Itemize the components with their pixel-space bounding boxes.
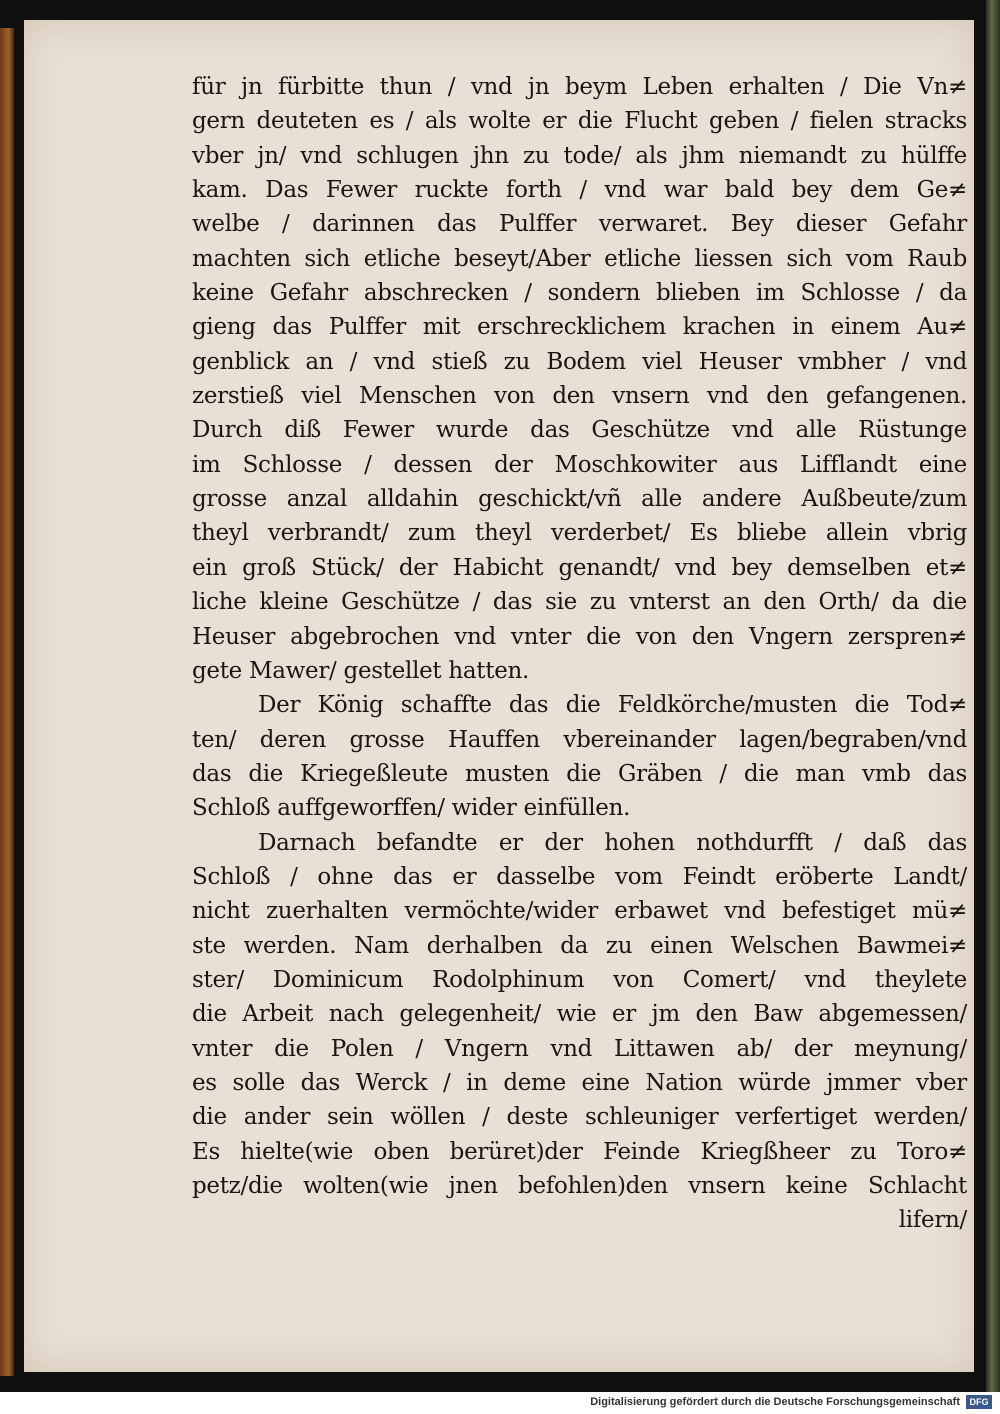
text-line: im Schlosse / dessen der Moschkowiter aus Lifflandt eine bbox=[192, 451, 967, 478]
dfg-logo-icon: DFG bbox=[966, 1395, 992, 1409]
catchword: lifern/ bbox=[898, 1207, 967, 1234]
text-line-paragraph-start: Der König schaffte das die Feldkörche/musten die Tod≠ bbox=[258, 692, 967, 719]
text-line: Heuser abgebrochen vnd vnter die von den Vngern zerspren≠ bbox=[192, 623, 967, 650]
text-line: ster/ Dominicum Rodolphinum von Comert/ vnd theylete bbox=[192, 966, 967, 993]
text-line: Schloß auffgeworffen/ wider einfüllen. bbox=[192, 795, 631, 822]
text-line: Durch diß Fewer wurde das Geschütze vnd alle Rüstunge bbox=[192, 417, 967, 444]
text-line: theyl verbrandt/ zum theyl verderbet/ Es bliebe allein vbrig bbox=[192, 520, 967, 547]
text-line: es solle das Werck / in deme eine Nation würde jmmer vber bbox=[192, 1069, 967, 1096]
text-line: ste werden. Nam derhalben da zu einen Welschen Bawmei≠ bbox=[192, 932, 967, 959]
text-line: grosse anzal alldahin geschickt/vñ alle andere Außbeute/zum bbox=[192, 486, 967, 513]
text-line-paragraph-start: Darnach befandte er der hohen nothdurfft / daß das bbox=[258, 829, 967, 856]
text-line: welbe / darinnen das Pulffer verwaret. Bey dieser Gefahr bbox=[192, 211, 967, 238]
page-text-block bbox=[192, 70, 967, 1238]
text-line: zerstieß viel Menschen von den vnsern vnd den gefangenen. bbox=[192, 383, 967, 410]
text-line: nicht zuerhalten vermöchte/wider erbawet vnd befestiget mü≠ bbox=[192, 898, 967, 925]
text-line: ein groß Stück/ der Habicht genandt/ vnd bey demselben et≠ bbox=[192, 554, 967, 581]
text-line: Schloß / ohne das er dasselbe vom Feindt eröberte Landt/ bbox=[192, 863, 967, 890]
text-line: machten sich etliche beseyt/Aber etliche liessen sich vom Raub bbox=[192, 245, 967, 272]
text-line: petz/die wolten(wie jnen befohlen)den vnsern keine Schlacht bbox=[192, 1173, 967, 1199]
text-line: vber jn/ vnd schlugen jhn zu tode/ als jhm niemandt zu hülffe bbox=[192, 142, 967, 169]
text-line: genblick an / vnd stieß zu Bodem viel Heuser vmbher / vnd bbox=[192, 348, 967, 375]
text-line: die Arbeit nach gelegenheit/ wie er jm den Baw abgemessen/ bbox=[192, 1001, 967, 1028]
text-line: gieng das Pulffer mit erschrecklichem krachen in einem Au≠ bbox=[192, 314, 967, 341]
text-line: vnter die Polen / Vngern vnd Littawen ab/ der meynung/ bbox=[192, 1035, 967, 1062]
book-edge-left bbox=[0, 28, 14, 1376]
book-page bbox=[24, 20, 974, 1372]
text-line: ten/ deren grosse Hauffen vbereinander lagen/begraben/vnd bbox=[192, 726, 967, 753]
funding-credit: Digitalisierung gefördert durch die Deutsche Forschungsgemeinschaft bbox=[590, 1396, 960, 1408]
text-line: die ander sein wöllen / deste schleuniger verfertiget werden/ bbox=[192, 1104, 967, 1131]
text-line: gete Mawer/ gestellet hatten. bbox=[192, 657, 530, 684]
text-line: liche kleine Geschütze / das sie zu vnterst an den Orth/ da die bbox=[192, 589, 967, 616]
text-line: gern deuteten es / als wolte er die Flucht geben / fielen stracks bbox=[192, 108, 967, 135]
text-line: keine Gefahr abschrecken / sondern blieben im Schlosse / da bbox=[192, 280, 967, 307]
text-line: das die Kriegeßleute musten die Gräben / die man vmb das bbox=[192, 760, 967, 787]
text-line: kam. Das Fewer ruckte forth / vnd war bald bey dem Ge≠ bbox=[192, 177, 967, 204]
text-line: Es hielte(wie oben berüret)der Feinde Kriegßheer zu Toro≠ bbox=[192, 1138, 967, 1165]
text-line: für jn fürbitte thun / vnd jn beym Leben erhalten / Die Vn≠ bbox=[192, 74, 967, 100]
book-edge-right bbox=[986, 0, 1000, 1392]
